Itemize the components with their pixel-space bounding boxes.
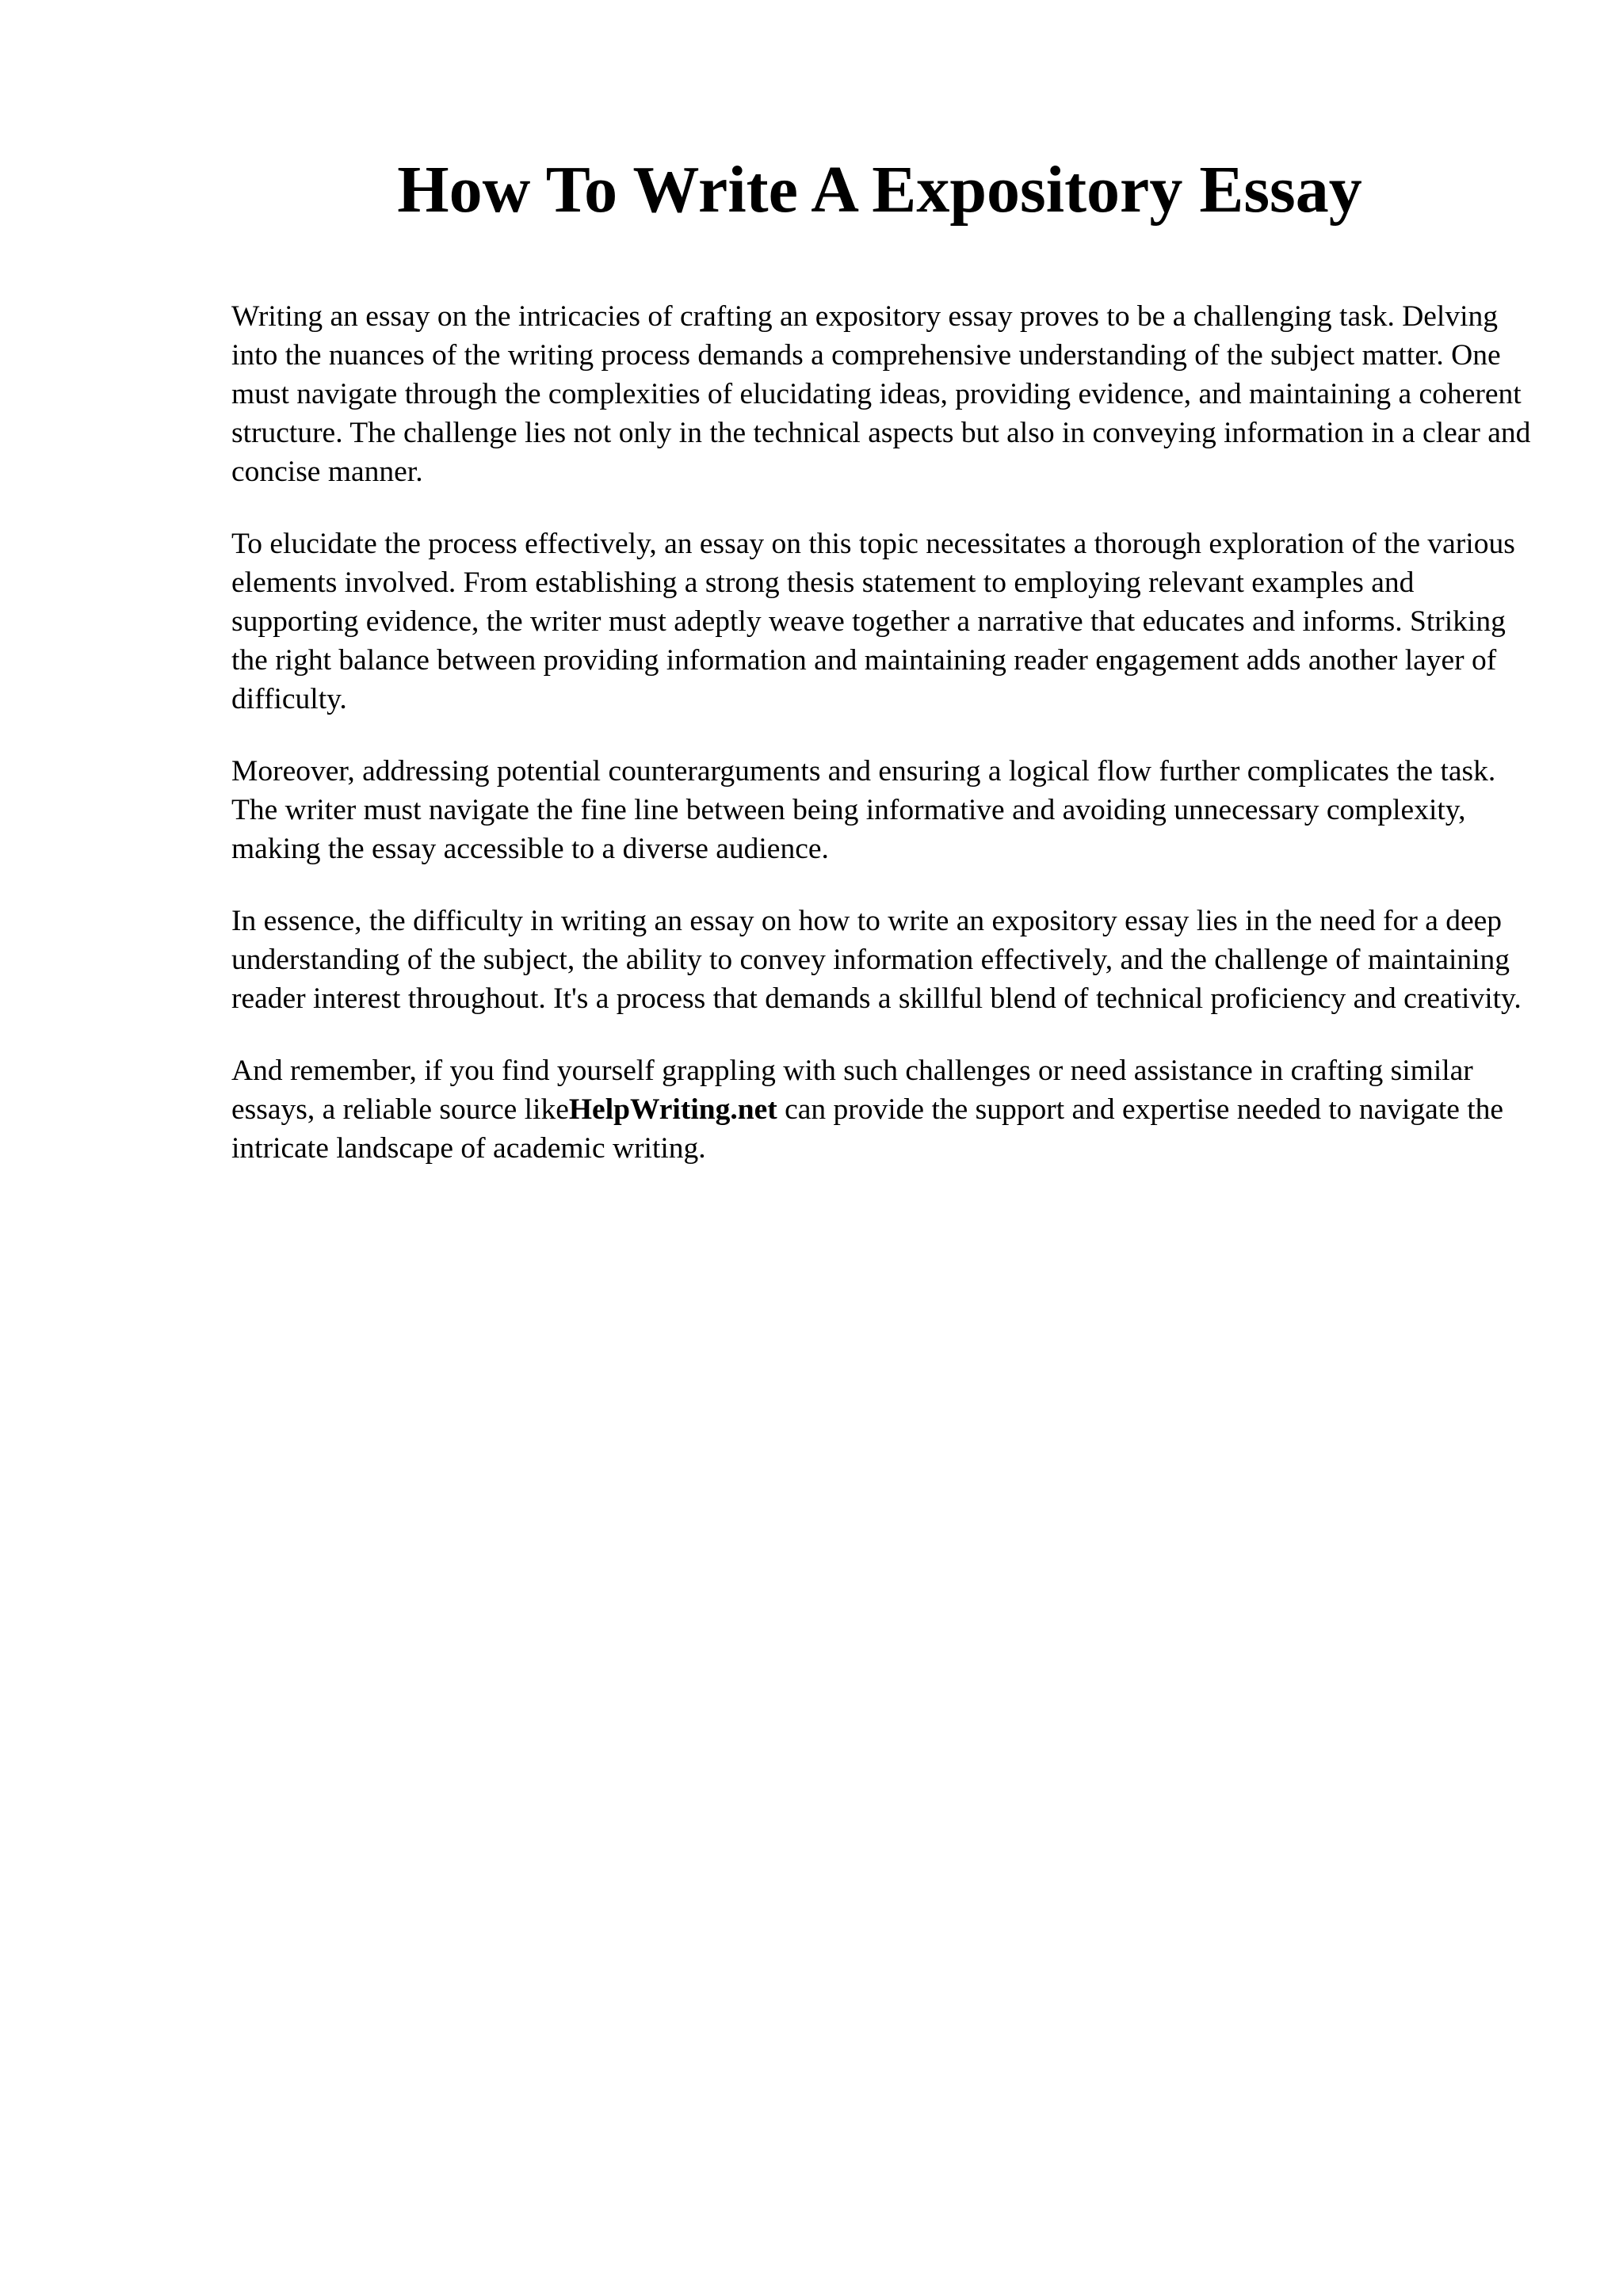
paragraph-1: Writing an essay on the intricacies of crafting an expository essay proves to be a challenging task. Delving into the nuances of the writing process demands a comprehensive understanding of the subject matter. One must navigate through the complexities of elucidating ideas, providing evidence, and maintaining a coherent structure. The challenge lies not only in the technical aspects but also in conveying information in a clear and concise manner. — [231, 300, 1531, 488]
paragraph-3: Moreover, addressing potential counterarguments and ensuring a logical flow further complicates the task. The writer must navigate the fine line between being informative and avoiding unnecessary complexity, making the essay accessible to a diverse audience. — [231, 755, 1496, 865]
closing-paragraph — [231, 1051, 1531, 1168]
document-title: How To Write A Expository Essay — [397, 153, 1362, 227]
closing-text-before: And remember, if you find yourself grappling with such challenges or need assistance in crafting similar essays, a reliable source like — [231, 1055, 1473, 1126]
closing-text-after: can provide the support and expertise needed to navigate the intricate landscape of academic writing. — [231, 1093, 1504, 1165]
brand-name: HelpWriting.net — [568, 1093, 777, 1126]
paragraph-2: To elucidate the process effectively, an essay on this topic necessitates a thorough exploration of the various elements involved. From establishing a strong thesis statement to employing relevant examples and supporting evidence, the writer must adeptly weave together a narrative that educates and informs. Striking the right balance between providing information and maintaining reader engagement adds another layer of difficulty. — [231, 528, 1515, 715]
paragraph-4: In essence, the difficulty in writing an essay on how to write an expository essay lies in the need for a deep understanding of the subject, the ability to convey information effectively, and the challenge of maintaining reader interest throughout. It's a process that demands a skillful blend of technical proficiency and creativity. — [231, 905, 1522, 1015]
document-body — [231, 297, 1531, 1201]
